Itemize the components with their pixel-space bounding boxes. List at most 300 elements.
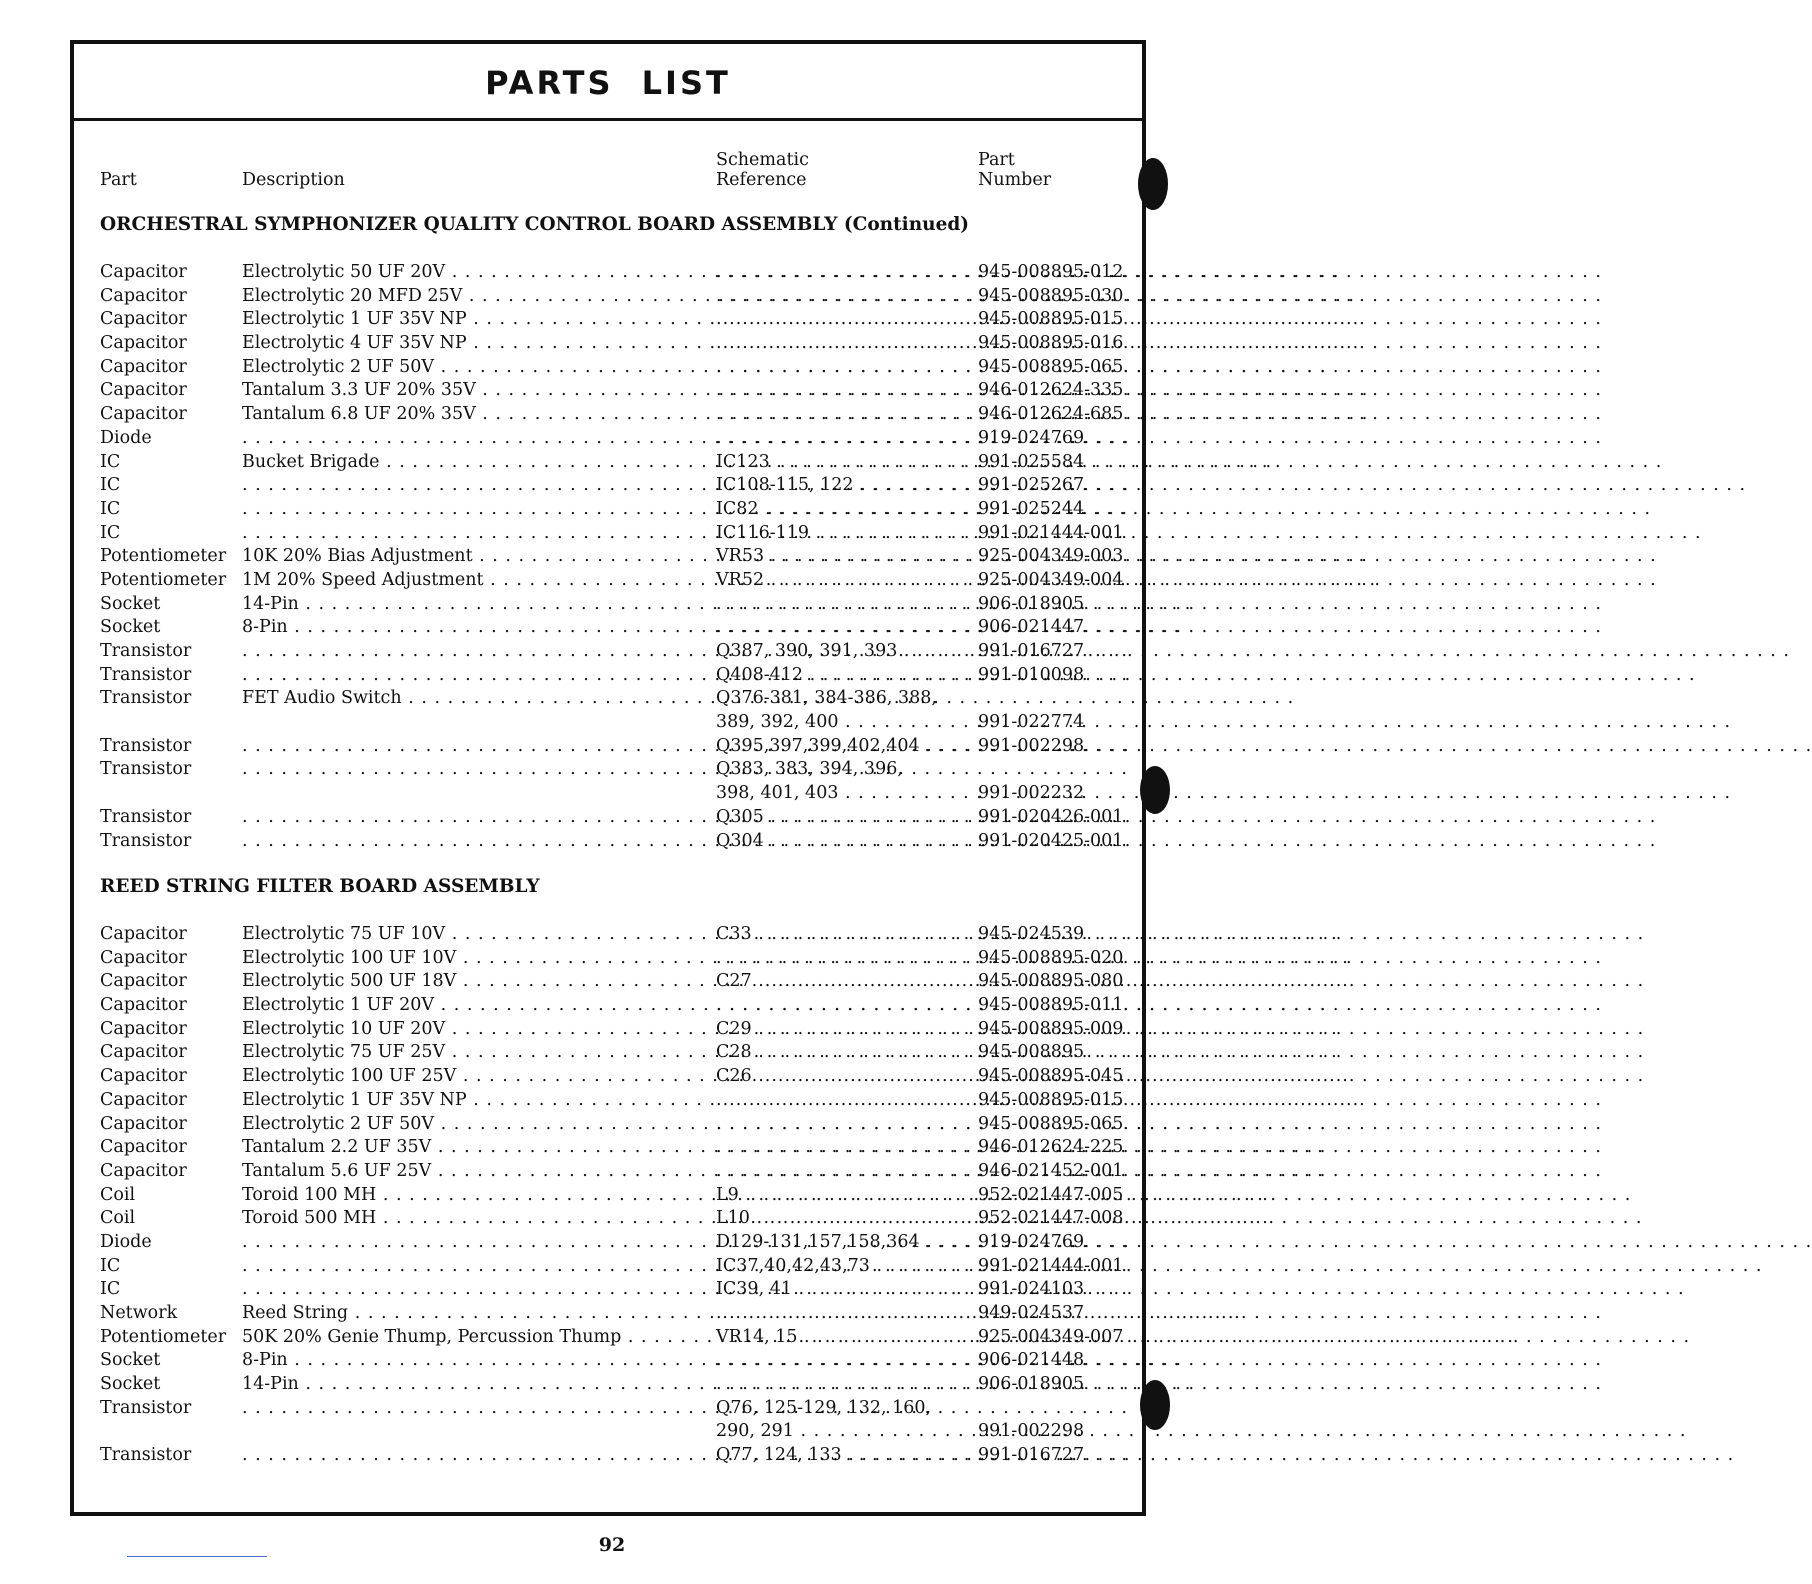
description-text	[242, 1398, 1128, 1418]
part-name: Potentiometer	[100, 569, 227, 590]
part-name: IC	[100, 451, 121, 472]
parts-row	[100, 1445, 1130, 1469]
part-number: 945-008895-030	[978, 285, 1124, 306]
schematic-reference	[716, 1350, 952, 1370]
part-description	[242, 546, 690, 566]
binder-hole	[1140, 766, 1170, 814]
parts-row	[100, 475, 1130, 499]
reference-text: VR53 . . .	[716, 546, 1657, 566]
description-text: Electrolytic 20 MFD 25V . . .	[242, 286, 1355, 306]
reference-text	[716, 1303, 1602, 1323]
part-number: 945-008895	[978, 1042, 1085, 1063]
schematic-reference	[716, 1303, 952, 1323]
part-name: Capacitor	[100, 1042, 187, 1063]
part-description	[242, 1161, 690, 1181]
part-description	[242, 499, 690, 519]
reference-text: C26 . . .	[716, 1066, 1644, 1086]
part-description	[242, 1398, 690, 1418]
description-text	[242, 759, 1128, 779]
schematic-reference	[716, 286, 952, 306]
description-text: 14-Pin . . .	[242, 594, 1191, 614]
parts-row	[100, 971, 1130, 995]
parts-row	[100, 1303, 1130, 1327]
part-name: Transistor	[100, 641, 192, 661]
part-name: Transistor	[100, 830, 192, 851]
header-schematic	[716, 150, 809, 190]
description-text: Electrolytic 100 UF 10V . . .	[242, 948, 1349, 968]
part-name: Capacitor	[100, 1160, 187, 1181]
part-name: Capacitor	[100, 1066, 187, 1087]
part-number: 945-008895-012	[978, 262, 1124, 282]
part-name: Potentiometer	[100, 546, 227, 567]
schematic-reference	[716, 1066, 952, 1086]
part-number: 945-008895-015	[978, 1089, 1124, 1110]
part-name: Capacitor	[100, 924, 187, 944]
part-description	[242, 759, 690, 779]
part-number: 946-012624-685	[978, 404, 1124, 425]
part-number: 991-024103	[978, 1279, 1085, 1300]
schematic-reference	[716, 995, 952, 1015]
reference-text: C33 . . .	[716, 924, 1644, 944]
part-number: 945-008895-011	[978, 995, 1124, 1016]
description-text: Electrolytic 4 UF 35V NP . . .	[242, 333, 1359, 353]
parts-row	[100, 807, 1130, 831]
parts-row	[100, 499, 1130, 523]
description-text: Electrolytic 500 UF 18V . . .	[242, 971, 1349, 991]
part-name: IC	[100, 1255, 121, 1276]
part-number: 991-002298	[978, 1421, 1085, 1442]
parts-row	[100, 665, 1130, 689]
schematic-reference	[716, 1256, 952, 1276]
part-description	[242, 1350, 690, 1370]
schematic-reference	[716, 1042, 952, 1062]
schematic-reference	[716, 499, 952, 519]
part-description	[242, 1232, 690, 1252]
part-number: 952-021447-008	[978, 1208, 1124, 1229]
reference-text: Q408-412 . . .	[716, 665, 1696, 685]
page-title: PARTS LIST	[485, 64, 731, 102]
part-name: Potentiometer	[100, 1326, 227, 1347]
part-number: 925-004349-004	[978, 569, 1124, 590]
part-name: Coil	[100, 1208, 136, 1229]
part-name: Transistor	[100, 806, 192, 827]
part-description	[242, 1114, 690, 1134]
description-text: Electrolytic 1 UF 35V NP . . .	[242, 309, 1359, 329]
part-number: 991-020426-001	[978, 806, 1124, 827]
part-description	[242, 1256, 690, 1276]
part-name: Capacitor	[100, 971, 187, 992]
description-text: Tantalum 5.6 UF 25V . . .	[242, 1161, 1324, 1181]
header-schematic-line2: Reference	[716, 170, 807, 190]
part-number: 945-008895-015	[978, 309, 1124, 330]
description-text: Toroid 500 MH . . .	[242, 1208, 1269, 1228]
part-description	[242, 594, 690, 614]
description-text: 10K 20% Bias Adjustment . . .	[242, 546, 1365, 566]
schematic-reference	[716, 1374, 952, 1394]
part-description	[242, 1185, 690, 1205]
section-title-reed-string: REED STRING FILTER BOARD ASSEMBLY	[100, 876, 540, 897]
blue-rule-line	[127, 1556, 267, 1557]
description-text: Tantalum 3.3 UF 20% 35V . . .	[242, 380, 1368, 400]
parts-row	[100, 1066, 1130, 1090]
schematic-reference	[716, 971, 952, 991]
part-description	[242, 333, 690, 353]
description-text: Electrolytic 100 UF 25V . . .	[242, 1066, 1349, 1086]
parts-row	[100, 357, 1130, 381]
part-number: 991-025267	[978, 475, 1085, 496]
parts-row	[100, 546, 1130, 570]
part-name: Socket	[100, 1350, 161, 1371]
part-description	[242, 1374, 690, 1394]
reference-text: D129-131,157,158,364 . . .	[716, 1232, 1812, 1252]
part-description	[242, 1445, 690, 1465]
reference-text-continued: 290, 291 . . .	[716, 1421, 1686, 1441]
parts-row	[100, 1327, 1130, 1351]
parts-row	[100, 1090, 1130, 1114]
part-number: 991-016727	[978, 1445, 1085, 1466]
parts-list-frame	[70, 40, 1146, 1516]
part-number: 991-021444-001	[978, 522, 1124, 543]
description-text: Bucket Brigade . . .	[242, 452, 1272, 472]
schematic-reference	[716, 665, 952, 685]
part-description	[242, 1019, 690, 1039]
schematic-reference	[716, 641, 952, 661]
part-name: Capacitor	[100, 380, 187, 401]
description-text: 50K 20% Genie Thump, Percussion Thump . . .	[242, 1327, 1514, 1347]
part-number: 946-012624-225	[978, 1137, 1124, 1158]
part-number: 945-008895-009	[978, 1018, 1124, 1039]
description-text: Tantalum 2.2 UF 35V . . .	[242, 1137, 1324, 1157]
part-name: Capacitor	[100, 1113, 187, 1134]
schematic-reference	[716, 1327, 952, 1347]
reference-text	[716, 594, 1602, 614]
reference-text: Q383, 383, 394, 396,	[716, 759, 903, 780]
schematic-reference	[716, 523, 952, 543]
parts-row	[100, 404, 1130, 428]
reference-text: IC123 . . .	[716, 452, 1662, 472]
part-description	[242, 948, 690, 968]
schematic-reference	[716, 452, 952, 472]
reference-text	[716, 1114, 1602, 1134]
part-description	[242, 523, 690, 543]
schematic-reference	[716, 428, 952, 448]
part-number: 991-021444-001	[978, 1255, 1124, 1276]
description-text: Reed String . . .	[242, 1303, 1241, 1323]
title-box	[74, 44, 1142, 121]
parts-row	[100, 736, 1130, 760]
reference-text	[716, 1350, 1602, 1370]
reference-text: VR52 . . .	[716, 570, 1657, 590]
parts-row	[100, 1185, 1130, 1209]
header-number-line1: Part	[978, 150, 1015, 170]
reference-text: Q376-381, 384-386, 388,	[716, 688, 937, 709]
reference-text	[716, 1090, 1602, 1110]
part-number: 949-024537	[978, 1303, 1085, 1323]
reference-text: IC37,40,42,43,73 . . .	[716, 1256, 1762, 1276]
binder-hole	[1140, 1380, 1170, 1430]
part-description	[242, 831, 690, 851]
part-name: Capacitor	[100, 356, 187, 377]
schematic-reference	[716, 262, 952, 282]
part-number: 919-024769	[978, 427, 1085, 448]
description-text: Tantalum 6.8 UF 20% 35V . . .	[242, 404, 1368, 424]
parts-row	[100, 1232, 1130, 1256]
parts-row	[100, 1137, 1130, 1161]
parts-row	[100, 1256, 1130, 1280]
description-text: Electrolytic 10 UF 20V . . .	[242, 1019, 1338, 1039]
part-name: Transistor	[100, 664, 192, 685]
schematic-reference	[716, 617, 952, 637]
parts-row	[100, 570, 1130, 594]
parts-row	[100, 759, 1130, 806]
part-name: Capacitor	[100, 333, 187, 354]
parts-row	[100, 617, 1130, 641]
parts-row	[100, 286, 1130, 310]
part-description	[242, 995, 690, 1015]
reference-text	[716, 995, 1602, 1015]
schematic-reference	[716, 475, 952, 495]
schematic-reference	[716, 380, 952, 400]
part-name: IC	[100, 1279, 121, 1300]
part-description	[242, 262, 690, 282]
reference-text: L9 . . .	[716, 1185, 1631, 1205]
part-number: 991-010098	[978, 664, 1085, 685]
part-name: Network	[100, 1303, 178, 1323]
part-name: Capacitor	[100, 309, 187, 330]
part-name: Capacitor	[100, 995, 187, 1016]
header-schematic-line1: Schematic	[716, 150, 809, 170]
parts-row	[100, 831, 1130, 855]
parts-row	[100, 924, 1130, 948]
part-name: Transistor	[100, 735, 192, 756]
part-number: 952-021447-005	[978, 1184, 1124, 1205]
part-name: Diode	[100, 427, 152, 448]
part-name: Capacitor	[100, 262, 187, 282]
reference-text: IC108-115, 122 . . .	[716, 475, 1746, 495]
part-number: 945-008895-045	[978, 1066, 1124, 1087]
reference-text: Q387, 390, 391, 393 . . .	[716, 641, 1790, 661]
part-name: Capacitor	[100, 1089, 187, 1110]
schematic-reference	[716, 759, 952, 804]
part-description	[242, 617, 690, 637]
reference-text-continued: 398, 401, 403 . . .	[716, 783, 1731, 803]
description-text: Toroid 100 MH . . .	[242, 1185, 1269, 1205]
parts-row	[100, 309, 1130, 333]
schematic-reference	[716, 1232, 952, 1252]
schematic-reference	[716, 924, 952, 944]
part-description	[242, 428, 690, 448]
schematic-reference	[716, 404, 952, 424]
parts-row	[100, 641, 1130, 665]
part-name: Transistor	[100, 759, 192, 780]
schematic-reference	[716, 357, 952, 377]
schematic-reference	[716, 1019, 952, 1039]
part-number: 946-012624-335	[978, 380, 1124, 401]
page-number: 92	[598, 1534, 626, 1556]
part-number: 946-021452-001	[978, 1160, 1124, 1181]
parts-row	[100, 995, 1130, 1019]
description-text: Electrolytic 1 UF 20V . . .	[242, 995, 1327, 1015]
part-description	[242, 380, 690, 400]
reference-text: Q304 . . .	[716, 831, 1656, 851]
part-number: 906-021448	[978, 1350, 1085, 1371]
part-number: 991-020425-001	[978, 830, 1124, 851]
description-text: Electrolytic 75 UF 25V . . .	[242, 1042, 1338, 1062]
parts-row	[100, 333, 1130, 357]
reference-text: Q77, 124, 133 . . .	[716, 1445, 1734, 1465]
schematic-reference	[716, 1090, 952, 1110]
part-number: 925-004349-003	[978, 546, 1124, 567]
part-name: Diode	[100, 1231, 152, 1252]
schematic-reference	[716, 948, 952, 968]
parts-row	[100, 1398, 1130, 1445]
description-text: Electrolytic 75 UF 10V . . .	[242, 924, 1338, 944]
binder-hole	[1138, 158, 1168, 210]
description-text: 8-Pin . . .	[242, 617, 1180, 637]
reference-text: C29 . . .	[716, 1019, 1644, 1039]
part-name: Capacitor	[100, 1018, 187, 1039]
description-text: Electrolytic 50 UF 20V . . .	[242, 262, 1338, 282]
reference-text: VR14, 15 . . .	[716, 1327, 1690, 1347]
part-description	[242, 688, 690, 708]
part-number: 945-024539	[978, 924, 1085, 944]
schematic-reference	[716, 736, 952, 756]
parts-row	[100, 1019, 1130, 1043]
reference-text	[716, 333, 1602, 353]
part-name: Transistor	[100, 688, 192, 709]
part-number: 991-025244	[978, 498, 1085, 519]
part-name: Socket	[100, 593, 161, 614]
part-name: IC	[100, 475, 121, 496]
reference-text: Q76, 125-129, 132, 160,	[716, 1397, 932, 1418]
reference-text-continued: 389, 392, 400 . . .	[716, 712, 1731, 732]
section-title-orchestral: ORCHESTRAL SYMPHONIZER QUALITY CONTROL BOARD ASSEMBLY (Continued)	[100, 214, 970, 235]
part-description	[242, 807, 690, 827]
part-number: 906-021447	[978, 617, 1085, 638]
part-description	[242, 309, 690, 329]
header-number-line2: Number	[978, 170, 1052, 190]
schematic-reference	[716, 594, 952, 614]
description-text: 1M 20% Speed Adjustment . . .	[242, 570, 1376, 590]
section-rows-orchestral	[100, 262, 1130, 854]
description-text: Electrolytic 2 UF 50V . . .	[242, 1114, 1327, 1134]
part-number: 945-008895-020	[978, 947, 1124, 968]
parts-row	[100, 380, 1130, 404]
schematic-reference	[716, 688, 952, 733]
reference-text: C28 . . .	[716, 1042, 1644, 1062]
schematic-reference	[716, 1397, 952, 1442]
part-name: Capacitor	[100, 947, 187, 968]
part-description	[242, 1208, 690, 1228]
part-number: 919-024769	[978, 1231, 1085, 1252]
part-description	[242, 1066, 690, 1086]
part-description	[242, 1279, 690, 1299]
reference-text	[716, 1161, 1602, 1181]
part-number: 945-008895-065	[978, 356, 1124, 377]
schematic-reference	[716, 546, 952, 566]
part-name: Capacitor	[100, 404, 187, 425]
part-number: 945-008895-080	[978, 971, 1124, 992]
reference-text	[716, 1137, 1602, 1157]
reference-text	[716, 428, 1602, 448]
header-part-number	[978, 150, 1051, 190]
reference-text: L10 . . .	[716, 1208, 1642, 1228]
parts-row	[100, 452, 1130, 476]
part-description	[242, 736, 690, 756]
reference-text: IC39, 41 . . .	[716, 1279, 1685, 1299]
part-description	[242, 665, 690, 685]
part-name: Coil	[100, 1184, 136, 1205]
schematic-reference	[716, 831, 952, 851]
reference-text	[716, 262, 1602, 282]
schematic-reference	[716, 1279, 952, 1299]
reference-text	[716, 617, 1602, 637]
part-description	[242, 1303, 690, 1323]
part-description	[242, 286, 690, 306]
part-description	[242, 357, 690, 377]
part-number: 991-022774	[978, 712, 1085, 733]
part-number: 991-016727	[978, 641, 1085, 661]
part-description	[242, 1327, 690, 1347]
part-description	[242, 1090, 690, 1110]
description-text: Electrolytic 1 UF 35V NP . . .	[242, 1090, 1359, 1110]
part-number: 925-004349-007	[978, 1326, 1124, 1347]
schematic-reference	[716, 309, 952, 329]
reference-text	[716, 357, 1602, 377]
parts-row	[100, 948, 1130, 972]
part-name: Socket	[100, 617, 161, 638]
description-text: 14-Pin . . .	[242, 1374, 1191, 1394]
part-name: IC	[100, 522, 121, 543]
part-description	[242, 641, 690, 661]
part-number: 945-008895-065	[978, 1113, 1124, 1134]
part-name: Transistor	[100, 1445, 192, 1466]
schematic-reference	[716, 1137, 952, 1157]
part-name: Capacitor	[100, 285, 187, 306]
parts-row	[100, 1350, 1130, 1374]
part-name: IC	[100, 498, 121, 519]
reference-text: Q395,397,399,402,404 . . .	[716, 736, 1812, 756]
reference-text	[716, 404, 1602, 424]
parts-row	[100, 1114, 1130, 1138]
schematic-reference	[716, 1114, 952, 1134]
header-description: Description	[242, 170, 345, 190]
part-name: Socket	[100, 1374, 161, 1395]
section-rows-reed-string	[100, 924, 1130, 1469]
part-number: 991-002232	[978, 783, 1085, 804]
part-number: 906-018905	[978, 593, 1085, 614]
schematic-reference	[716, 1185, 952, 1205]
schematic-reference	[716, 570, 952, 590]
header-part: Part	[100, 170, 137, 190]
parts-row	[100, 1279, 1130, 1303]
parts-row	[100, 1161, 1130, 1185]
description-text: Electrolytic 2 UF 50V . . .	[242, 357, 1327, 377]
part-number: 906-018905	[978, 1374, 1085, 1395]
schematic-reference	[716, 1161, 952, 1181]
parts-row	[100, 1208, 1130, 1232]
part-description	[242, 570, 690, 590]
parts-row	[100, 688, 1130, 735]
part-description	[242, 1137, 690, 1157]
part-description	[242, 452, 690, 472]
part-number: 945-008895-016	[978, 333, 1124, 354]
reference-text: C27 . . .	[716, 971, 1644, 991]
part-number: 991-002298	[978, 735, 1085, 756]
part-description	[242, 971, 690, 991]
reference-text	[716, 380, 1602, 400]
reference-text: IC82 . . .	[716, 499, 1651, 519]
